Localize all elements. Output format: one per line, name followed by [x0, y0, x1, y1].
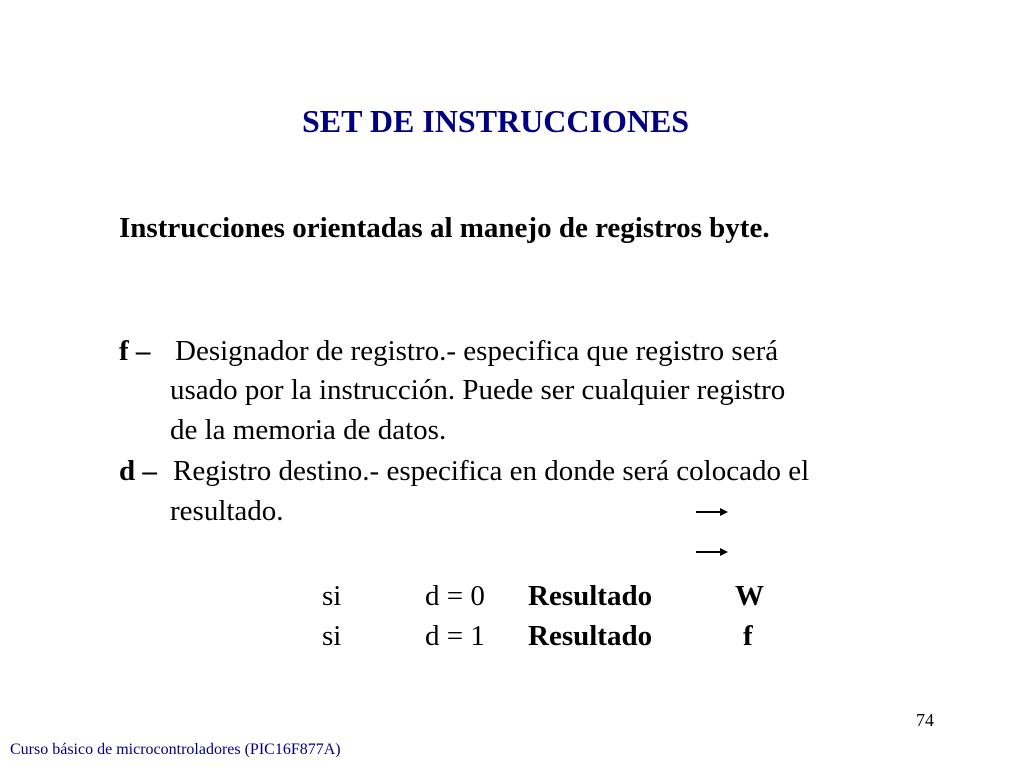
condition: d = 0	[425, 580, 485, 612]
f-term: f –	[119, 335, 151, 367]
destination: f	[743, 620, 753, 652]
condition-row	[0, 577, 1024, 617]
footer-course-title: Curso básico de microcontroladores (PIC16F877A)	[10, 741, 341, 758]
destination: W	[735, 580, 764, 612]
condition: d = 1	[425, 620, 485, 652]
result-label: Resultado	[528, 580, 653, 612]
si-label: si	[322, 580, 342, 612]
d-definition-line-1: Registro destino.- especifica en donde será colocado el	[173, 455, 810, 487]
d-definition-line-2: resultado.	[170, 495, 284, 527]
f-definition-line-2: usado por la instrucción. Puede ser cualquier registro	[170, 374, 786, 406]
f-definition-line-1: Designador de registro.- especifica que registro será	[175, 335, 779, 367]
result-label: Resultado	[528, 620, 653, 652]
d-term: d –	[119, 455, 157, 487]
f-definition-line-3: de la memoria de datos.	[170, 414, 447, 446]
right-arrow-icon	[696, 506, 728, 518]
condition-row	[0, 617, 1024, 657]
right-arrow-icon	[696, 546, 728, 558]
slide-title: SET DE INSTRUCCIONES	[302, 103, 690, 139]
page-number: 74	[916, 710, 934, 730]
slide-subtitle: Instrucciones orientadas al manejo de registros byte.	[119, 212, 770, 244]
si-label: si	[322, 620, 342, 652]
